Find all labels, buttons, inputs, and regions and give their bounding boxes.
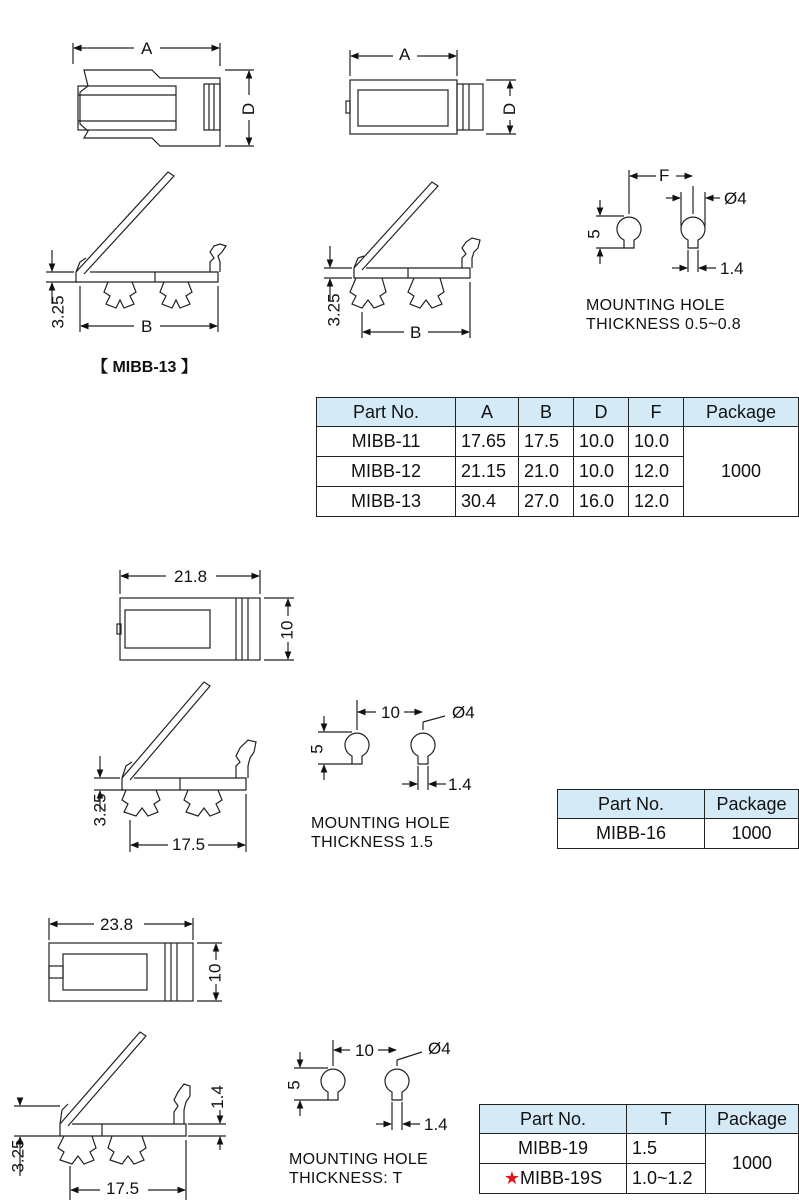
- th-package: Package: [684, 398, 799, 427]
- note1-line1: MOUNTING HOLE: [586, 297, 726, 314]
- dim-d-1: D: [239, 102, 259, 116]
- dim-dia-3: Ø4: [428, 1039, 451, 1058]
- cell-f: 10.0: [629, 427, 684, 457]
- cell-t: 1.0~1.2: [627, 1164, 706, 1194]
- dim-f10-1: 10: [381, 703, 400, 722]
- dim-h10-2: 10: [205, 963, 225, 983]
- cell-b: 17.5: [519, 427, 574, 457]
- part-no-text: MIBB-19S: [520, 1168, 603, 1188]
- dim-h5-1: 5: [584, 229, 604, 239]
- table-header-row: [558, 790, 799, 819]
- cell-b: 21.0: [519, 457, 574, 487]
- cell-f: 12.0: [629, 457, 684, 487]
- mibb16-side-view: [122, 682, 256, 816]
- mounting-hole-note-1: [586, 296, 741, 334]
- th-package: Package: [705, 790, 799, 819]
- th-package: Package: [706, 1105, 799, 1134]
- th-d: D: [574, 398, 629, 427]
- dim-a-2: A: [399, 45, 411, 64]
- table-row: [558, 819, 799, 849]
- dim-w175-1: 17.5: [172, 835, 206, 854]
- th-b: B: [519, 398, 574, 427]
- mibb11-top-view: [346, 80, 483, 134]
- table-row: [317, 427, 799, 457]
- dim-dia-2: Ø4: [452, 703, 475, 722]
- dim-w175-2: 17.5: [106, 1179, 140, 1198]
- cell-package: 1000: [705, 819, 799, 849]
- dim-dia-1: Ø4: [724, 189, 747, 208]
- dim-d-2: D: [500, 102, 520, 116]
- th-f: F: [629, 398, 684, 427]
- note1-line2: THICKNESS 0.5~0.8: [586, 316, 741, 333]
- note2-line1: MOUNTING HOLE: [311, 815, 451, 832]
- cell-part-no: [480, 1164, 627, 1194]
- spec-table-mibb11-13: [316, 397, 799, 517]
- dim-a-1: A: [141, 39, 153, 58]
- mibb16-top-view: [117, 598, 260, 660]
- dim-w14-3: 1.4: [424, 1115, 448, 1134]
- dim-h325-3: 3.25: [90, 793, 110, 827]
- caption-mibb13: 【 MIBB-13 】: [92, 359, 197, 376]
- cell-f: 12.0: [629, 487, 684, 517]
- mounting-hole-3: [321, 1069, 409, 1100]
- mibb11-side-view: [350, 182, 480, 308]
- cell-d: 10.0: [574, 427, 629, 457]
- note3-line1: MOUNTING HOLE: [289, 1151, 429, 1168]
- dim-h10-1: 10: [277, 620, 297, 640]
- cell-part-no: MIBB-19: [480, 1134, 627, 1164]
- mibb19-side-view: [58, 1032, 190, 1164]
- note2-line2: THICKNESS 1.5: [311, 834, 434, 851]
- cell-part-no: MIBB-12: [317, 457, 456, 487]
- mibb19-top-view: [49, 943, 193, 1001]
- cell-a: 30.4: [456, 487, 519, 517]
- mounting-hole-1: [617, 217, 705, 248]
- dim-h325-2: 3.25: [324, 293, 344, 327]
- cell-a: 17.65: [456, 427, 519, 457]
- th-a: A: [456, 398, 519, 427]
- table-header-row: [480, 1105, 799, 1134]
- dim-b-2: B: [410, 323, 422, 342]
- th-part-no: Part No.: [317, 398, 456, 427]
- cell-a: 21.15: [456, 457, 519, 487]
- cell-d: 16.0: [574, 487, 629, 517]
- dim-w14-1: 1.4: [720, 259, 744, 278]
- spec-table-mibb16: [557, 789, 799, 849]
- note3-line2: THICKNESS: T: [289, 1170, 403, 1187]
- dim-w218: 21.8: [174, 567, 208, 586]
- dim-f: F: [659, 166, 670, 185]
- th-part-no: Part No.: [558, 790, 705, 819]
- table-header-row: [317, 398, 799, 427]
- mibb13-top-view: [78, 70, 220, 146]
- dim-h5-3: 5: [284, 1080, 304, 1090]
- star-icon: ★: [503, 1168, 521, 1188]
- cell-part-no: MIBB-11: [317, 427, 456, 457]
- mibb13-side-view: [76, 172, 226, 308]
- dim-h325-4: 3.25: [8, 1139, 28, 1173]
- dim-f10-2: 10: [355, 1041, 374, 1060]
- mounting-hole-note-3: [289, 1150, 428, 1188]
- dim-h14-side: 1.4: [207, 1085, 227, 1109]
- dim-w238: 23.8: [100, 915, 134, 934]
- cell-part-no: MIBB-16: [558, 819, 705, 849]
- dim-w14-2: 1.4: [448, 775, 472, 794]
- dim-h5-2: 5: [307, 744, 327, 754]
- table-row: [480, 1134, 799, 1164]
- cell-package: 1000: [706, 1134, 799, 1194]
- cell-d: 10.0: [574, 457, 629, 487]
- cell-b: 27.0: [519, 487, 574, 517]
- cell-package: 1000: [684, 427, 799, 517]
- spec-table-mibb19: [479, 1104, 799, 1194]
- mounting-hole-note-2: [311, 814, 450, 852]
- dim-h325-1: 3.25: [48, 295, 68, 329]
- mounting-hole-2: [345, 733, 435, 764]
- cell-t: 1.5: [627, 1134, 706, 1164]
- th-t: T: [627, 1105, 706, 1134]
- dim-b-1: B: [141, 317, 153, 336]
- th-part-no: Part No.: [480, 1105, 627, 1134]
- cell-part-no: MIBB-13: [317, 487, 456, 517]
